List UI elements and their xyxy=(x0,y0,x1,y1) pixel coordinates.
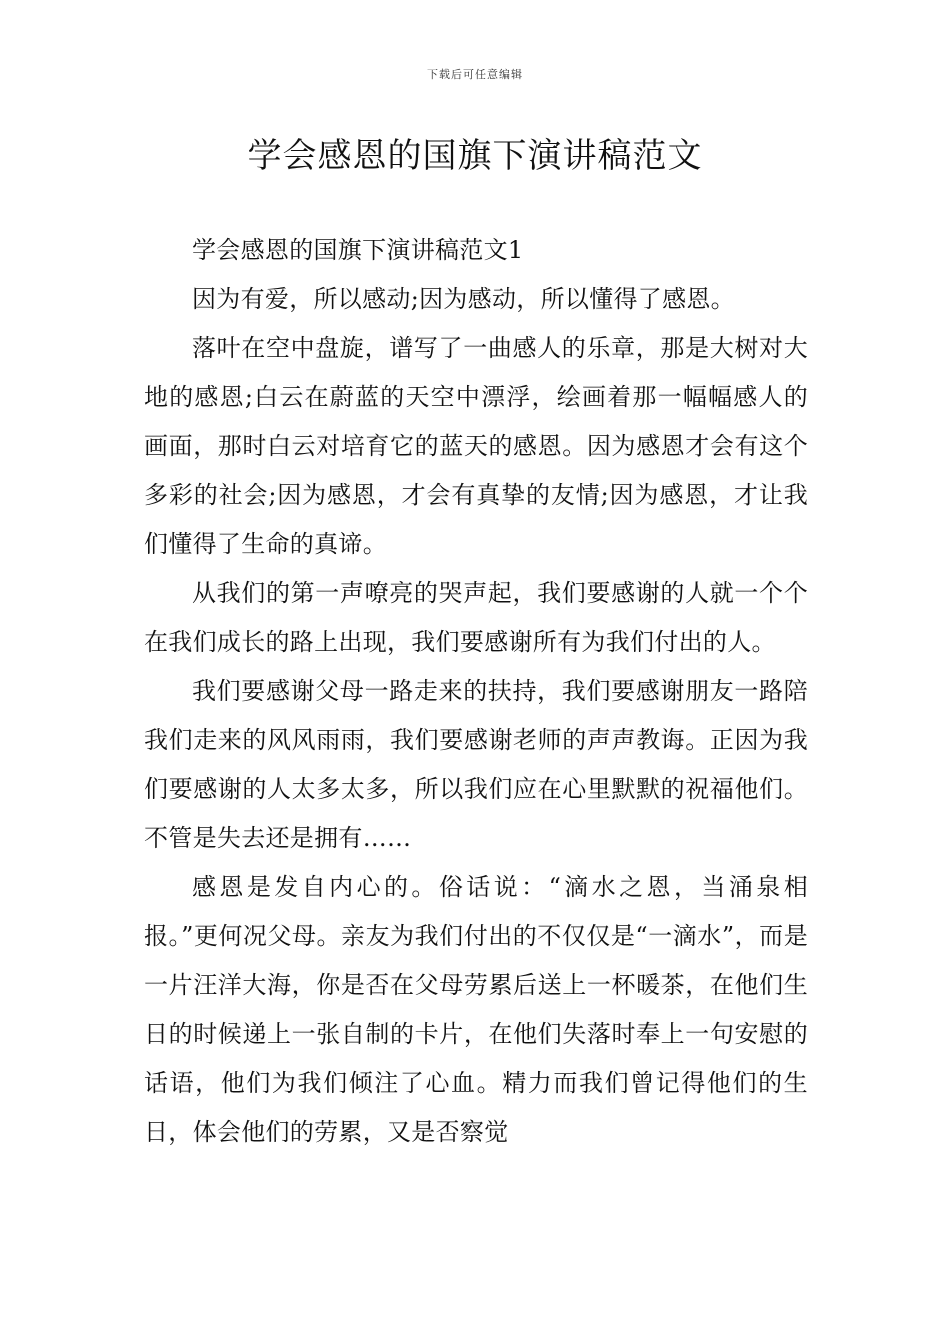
paragraph: 因为有爱，所以感动;因为感动，所以懂得了感恩。 xyxy=(192,285,735,313)
header-note: 下载后可任意编辑 xyxy=(427,68,523,81)
paragraph: 我们要感谢父母一路走来的扶持，我们要感谢朋友一路陪我们走来的风风雨雨，我们要感谢老师的声声教诲。正因为我们要感谢的人太多太多，所以我们应在心里默默的祝福他们。不管是失去还是拥有…… xyxy=(144,677,808,852)
paragraph: 落叶在空中盘旋，谱写了一曲感人的乐章，那是大树对大地的感恩;白云在蔚蓝的天空中漂浮，绘画着那一幅幅感人的画面，那时白云对培育它的蓝天的感恩。因为感恩才会有这个多彩的社会;因为感恩，才会有真挚的友情;因为感恩，才让我们懂得了生命的真谛。 xyxy=(144,334,808,558)
paragraph: 感恩是发自内心的。俗话说：“滴水之恩，当涌泉相报。”更何况父母。亲友为我们付出的不仅仅是“一滴水”，而是一片汪洋大海，你是否在父母劳累后送上一杯暖茶，在他们生日的时候递上一张自制的卡片，在他们失落时奉上一句安慰的话语，他们为我们倾注了心血。精力而我们曾记得他们的生日，体会他们的劳累，又是否察觉 xyxy=(144,873,808,1146)
document-title: 学会感恩的国旗下演讲稿范文 xyxy=(247,136,703,176)
paragraph: 从我们的第一声嘹亮的哭声起，我们要感谢的人就一个个在我们成长的路上出现，我们要感谢所有为我们付出的人。 xyxy=(144,579,808,656)
document-body xyxy=(144,226,808,1157)
paragraph-subtitle: 学会感恩的国旗下演讲稿范文1 xyxy=(192,236,524,264)
